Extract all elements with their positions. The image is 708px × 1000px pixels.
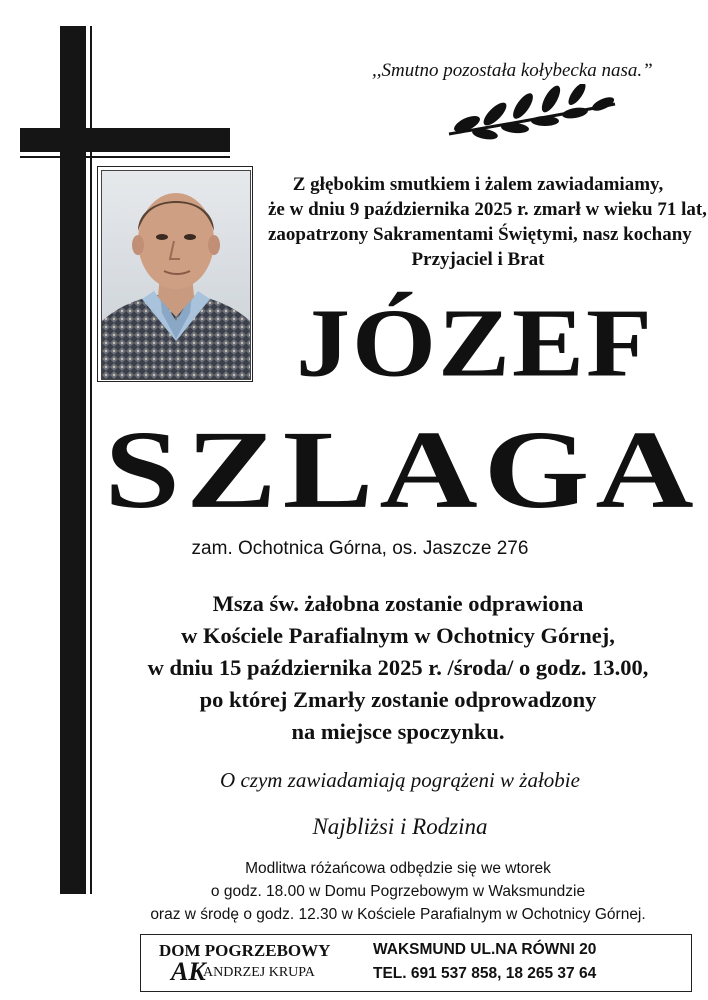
mass-line: na miejsce spoczynku. [291,719,505,744]
prayer-line: Modlitwa różańcowa odbędzie się we wtorek [245,860,551,877]
mass-line: po której Zmarły zostanie odprowadzony [199,687,597,712]
portrait-frame [97,166,253,382]
funeral-home-address: WAKSMUND UL.NA RÓWNI 20 [373,941,597,958]
mourners-name: Najbliżsi i Rodzina [312,814,488,839]
laurel-branch-icon [445,84,620,142]
funeral-home-box [140,934,692,992]
deceased-address: zam. Ochotnica Górna, os. Jaszcze 276 [191,538,529,559]
funeral-home-logo: AK [171,957,206,986]
funeral-home-phones: TEL. 691 537 858, 18 265 37 64 [373,965,597,982]
mass-line: Msza św. żałobna zostanie odprawiona [212,591,584,616]
deceased-last-name: SZLAGA [104,408,700,532]
deceased-first-name: JÓZEF [295,290,655,398]
prayer-details [90,857,706,926]
epigraph-quote: ,,Smutno pozostała kołybecka nasa.” [372,60,653,81]
funeral-home-owner: ANDRZEJ KRUPA [203,965,315,980]
funeral-home-name: DOM POGRZEBOWY [159,941,331,960]
prayer-line: oraz w środę o godz. 12.30 w Kościele Parafialnym w Ochotnicy Górnej. [150,906,646,923]
prayer-line: o godz. 18.00 w Domu Pogrzebowym w Waksmundzie [210,883,586,900]
portrait-photo [101,170,251,380]
mass-details [90,588,706,748]
mourners-intro: O czym zawiadamiają pogrążeni w żałobie [220,768,580,792]
intro-line: Przyjaciel i Brat [411,249,545,270]
cross-bar [20,128,230,152]
mass-line: w Kościele Parafialnym w Ochotnicy Górnej, [181,623,615,648]
intro-line: że w dniu 9 października 2025 r. zmarł w wieku 71 lat, [268,199,707,220]
intro-line: Z głębokim smutkiem i żalem zawiadamiamy, [292,174,664,195]
mass-line: w dniu 15 października 2025 r. /środa/ o godz. 13.00, [147,655,649,680]
announcement-intro [268,172,707,272]
intro-line: zaopatrzony Sakramentami Świętymi, nasz kochany [268,224,692,245]
